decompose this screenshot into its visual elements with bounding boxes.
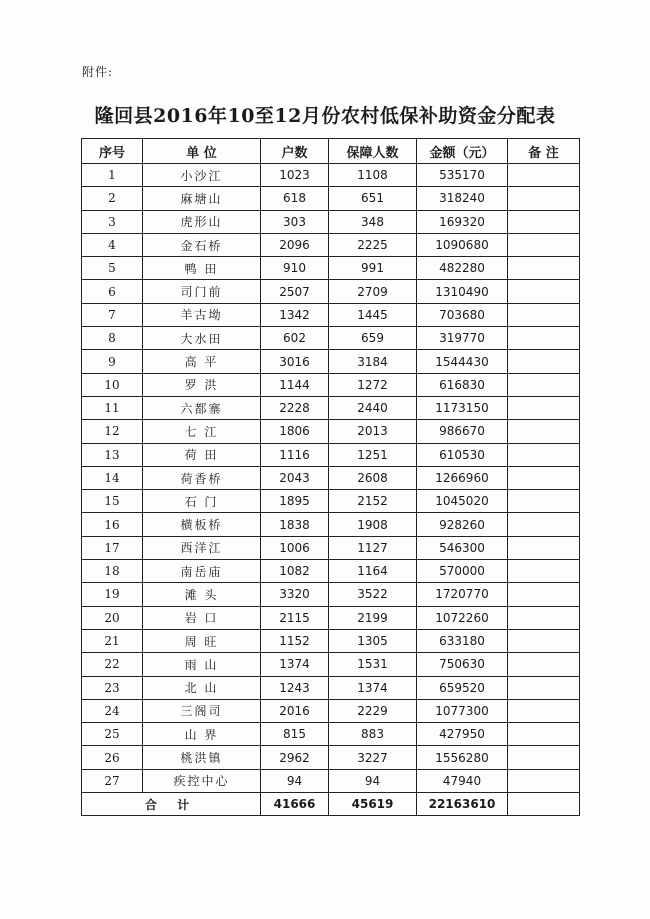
cell-people: 1127: [329, 536, 417, 559]
cell-households: 2016: [261, 699, 329, 722]
header-people: 保障人数: [329, 139, 417, 164]
cell-households: 1006: [261, 536, 329, 559]
cell-unit: 大水田: [143, 327, 261, 350]
cell-no: 26: [82, 746, 143, 769]
table-row: [82, 466, 580, 489]
total-row: [82, 793, 580, 816]
cell-unit: 山 界: [143, 723, 261, 746]
cell-amount: 47940: [417, 769, 508, 792]
cell-people: 2152: [329, 490, 417, 513]
cell-note: [508, 373, 580, 396]
cell-households: 94: [261, 769, 329, 792]
table-row: [82, 257, 580, 280]
cell-households: 3320: [261, 583, 329, 606]
cell-unit: 荷 田: [143, 443, 261, 466]
cell-households: 618: [261, 187, 329, 210]
cell-note: [508, 280, 580, 303]
cell-people: 659: [329, 327, 417, 350]
cell-households: 1023: [261, 164, 329, 187]
cell-note: [508, 187, 580, 210]
cell-no: 10: [82, 373, 143, 396]
cell-households: 303: [261, 210, 329, 233]
table-row: [82, 443, 580, 466]
table-row: [82, 746, 580, 769]
cell-households: 2507: [261, 280, 329, 303]
table-row: [82, 629, 580, 652]
cell-people: 2709: [329, 280, 417, 303]
cell-households: 1838: [261, 513, 329, 536]
cell-unit: 桃洪镇: [143, 746, 261, 769]
cell-unit: 麻塘山: [143, 187, 261, 210]
table-row: [82, 560, 580, 583]
cell-households: 2228: [261, 396, 329, 419]
cell-no: 8: [82, 327, 143, 350]
table-row: [82, 490, 580, 513]
cell-note: [508, 583, 580, 606]
total-households: 41666: [261, 793, 329, 816]
cell-unit: 三阁司: [143, 699, 261, 722]
cell-no: 23: [82, 676, 143, 699]
cell-amount: 1090680: [417, 233, 508, 256]
cell-people: 2013: [329, 420, 417, 443]
cell-no: 17: [82, 536, 143, 559]
cell-households: 1806: [261, 420, 329, 443]
cell-amount: 570000: [417, 560, 508, 583]
cell-unit: 周 旺: [143, 629, 261, 652]
total-label: 合 计: [82, 793, 261, 816]
cell-note: [508, 396, 580, 419]
cell-people: 1908: [329, 513, 417, 536]
cell-amount: 986670: [417, 420, 508, 443]
cell-unit: 北 山: [143, 676, 261, 699]
header-unit: 单 位: [143, 139, 261, 164]
table-row: [82, 164, 580, 187]
cell-unit: 石 门: [143, 490, 261, 513]
cell-people: 348: [329, 210, 417, 233]
cell-no: 22: [82, 653, 143, 676]
table-row: [82, 723, 580, 746]
allocation-table: [81, 138, 580, 816]
cell-amount: 169320: [417, 210, 508, 233]
cell-no: 25: [82, 723, 143, 746]
cell-amount: 482280: [417, 257, 508, 280]
cell-no: 15: [82, 490, 143, 513]
cell-no: 24: [82, 699, 143, 722]
document-title: 隆回县2016年10至12月份农村低保补助资金分配表: [94, 105, 556, 127]
cell-amount: 1720770: [417, 583, 508, 606]
cell-no: 21: [82, 629, 143, 652]
cell-amount: 750630: [417, 653, 508, 676]
cell-note: [508, 513, 580, 536]
cell-note: [508, 443, 580, 466]
cell-note: [508, 536, 580, 559]
cell-people: 883: [329, 723, 417, 746]
cell-no: 1: [82, 164, 143, 187]
cell-amount: 427950: [417, 723, 508, 746]
attachment-label: 附件:: [82, 65, 114, 79]
table-row: [82, 327, 580, 350]
table-row: [82, 396, 580, 419]
cell-amount: 616830: [417, 373, 508, 396]
cell-unit: 疾控中心: [143, 769, 261, 792]
cell-note: [508, 560, 580, 583]
cell-no: 4: [82, 233, 143, 256]
cell-people: 1445: [329, 303, 417, 326]
cell-no: 5: [82, 257, 143, 280]
cell-unit: 高 平: [143, 350, 261, 373]
cell-no: 27: [82, 769, 143, 792]
cell-unit: 横板桥: [143, 513, 261, 536]
cell-note: [508, 466, 580, 489]
cell-households: 3016: [261, 350, 329, 373]
cell-no: 13: [82, 443, 143, 466]
cell-households: 910: [261, 257, 329, 280]
cell-note: [508, 490, 580, 513]
cell-unit: 南岳庙: [143, 560, 261, 583]
cell-households: 1895: [261, 490, 329, 513]
cell-people: 991: [329, 257, 417, 280]
cell-unit: 岩 口: [143, 606, 261, 629]
cell-people: 2229: [329, 699, 417, 722]
cell-unit: 七 江: [143, 420, 261, 443]
cell-households: 2096: [261, 233, 329, 256]
cell-households: 1342: [261, 303, 329, 326]
cell-amount: 319770: [417, 327, 508, 350]
table-row: [82, 769, 580, 792]
cell-amount: 659520: [417, 676, 508, 699]
cell-people: 1251: [329, 443, 417, 466]
cell-no: 20: [82, 606, 143, 629]
cell-no: 6: [82, 280, 143, 303]
cell-people: 1164: [329, 560, 417, 583]
cell-households: 602: [261, 327, 329, 350]
cell-note: [508, 210, 580, 233]
cell-no: 16: [82, 513, 143, 536]
cell-unit: 罗 洪: [143, 373, 261, 396]
cell-note: [508, 723, 580, 746]
table-row: [82, 420, 580, 443]
table-row: [82, 606, 580, 629]
table-row: [82, 350, 580, 373]
cell-households: 1374: [261, 653, 329, 676]
cell-unit: 滩 头: [143, 583, 261, 606]
cell-note: [508, 746, 580, 769]
cell-people: 1272: [329, 373, 417, 396]
cell-people: 1374: [329, 676, 417, 699]
cell-note: [508, 350, 580, 373]
cell-unit: 金石桥: [143, 233, 261, 256]
cell-people: 1305: [329, 629, 417, 652]
total-amount: 22163610: [417, 793, 508, 816]
cell-people: 2225: [329, 233, 417, 256]
cell-note: [508, 164, 580, 187]
cell-people: 3184: [329, 350, 417, 373]
cell-amount: 633180: [417, 629, 508, 652]
cell-no: 12: [82, 420, 143, 443]
cell-people: 651: [329, 187, 417, 210]
cell-unit: 羊古坳: [143, 303, 261, 326]
table-row: [82, 699, 580, 722]
cell-note: [508, 629, 580, 652]
cell-unit: 司门前: [143, 280, 261, 303]
table-row: [82, 513, 580, 536]
cell-no: 7: [82, 303, 143, 326]
table-row: [82, 583, 580, 606]
cell-amount: 703680: [417, 303, 508, 326]
cell-amount: 1544430: [417, 350, 508, 373]
cell-amount: 1173150: [417, 396, 508, 419]
cell-households: 2115: [261, 606, 329, 629]
cell-note: [508, 420, 580, 443]
cell-amount: 318240: [417, 187, 508, 210]
cell-people: 3227: [329, 746, 417, 769]
table-row: [82, 373, 580, 396]
cell-unit: 荷香桥: [143, 466, 261, 489]
cell-note: [508, 606, 580, 629]
table-row: [82, 187, 580, 210]
header-amount: 金额（元）: [417, 139, 508, 164]
header-note: 备 注: [508, 139, 580, 164]
cell-amount: 1045020: [417, 490, 508, 513]
cell-households: 1116: [261, 443, 329, 466]
table-row: [82, 280, 580, 303]
cell-no: 11: [82, 396, 143, 419]
cell-amount: 610530: [417, 443, 508, 466]
cell-households: 1082: [261, 560, 329, 583]
cell-no: 2: [82, 187, 143, 210]
cell-unit: 虎形山: [143, 210, 261, 233]
header-no: 序号: [82, 139, 143, 164]
cell-amount: 1556280: [417, 746, 508, 769]
cell-no: 19: [82, 583, 143, 606]
total-people: 45619: [329, 793, 417, 816]
cell-no: 9: [82, 350, 143, 373]
cell-no: 3: [82, 210, 143, 233]
cell-amount: 546300: [417, 536, 508, 559]
cell-unit: 小沙江: [143, 164, 261, 187]
cell-households: 2043: [261, 466, 329, 489]
cell-households: 1243: [261, 676, 329, 699]
cell-amount: 535170: [417, 164, 508, 187]
cell-households: 1152: [261, 629, 329, 652]
table-row: [82, 536, 580, 559]
cell-unit: 西洋江: [143, 536, 261, 559]
cell-amount: 1310490: [417, 280, 508, 303]
cell-note: [508, 233, 580, 256]
cell-amount: 928260: [417, 513, 508, 536]
table-row: [82, 653, 580, 676]
cell-unit: 鸭 田: [143, 257, 261, 280]
cell-note: [508, 327, 580, 350]
cell-households: 2962: [261, 746, 329, 769]
table-row: [82, 210, 580, 233]
header-households: 户数: [261, 139, 329, 164]
cell-households: 815: [261, 723, 329, 746]
cell-amount: 1072260: [417, 606, 508, 629]
cell-amount: 1077300: [417, 699, 508, 722]
table-header-row: [82, 139, 580, 164]
cell-note: [508, 676, 580, 699]
cell-note: [508, 257, 580, 280]
cell-households: 1144: [261, 373, 329, 396]
cell-note: [508, 653, 580, 676]
cell-note: [508, 699, 580, 722]
table-row: [82, 233, 580, 256]
table-body: [82, 164, 580, 793]
cell-unit: 雨 山: [143, 653, 261, 676]
cell-people: 2199: [329, 606, 417, 629]
cell-people: 2608: [329, 466, 417, 489]
total-note: [508, 793, 580, 816]
cell-no: 18: [82, 560, 143, 583]
cell-people: 2440: [329, 396, 417, 419]
cell-note: [508, 303, 580, 326]
cell-unit: 六都寨: [143, 396, 261, 419]
cell-people: 1108: [329, 164, 417, 187]
cell-people: 3522: [329, 583, 417, 606]
cell-no: 14: [82, 466, 143, 489]
cell-people: 94: [329, 769, 417, 792]
cell-note: [508, 769, 580, 792]
cell-people: 1531: [329, 653, 417, 676]
table-row: [82, 303, 580, 326]
cell-amount: 1266960: [417, 466, 508, 489]
table-row: [82, 676, 580, 699]
